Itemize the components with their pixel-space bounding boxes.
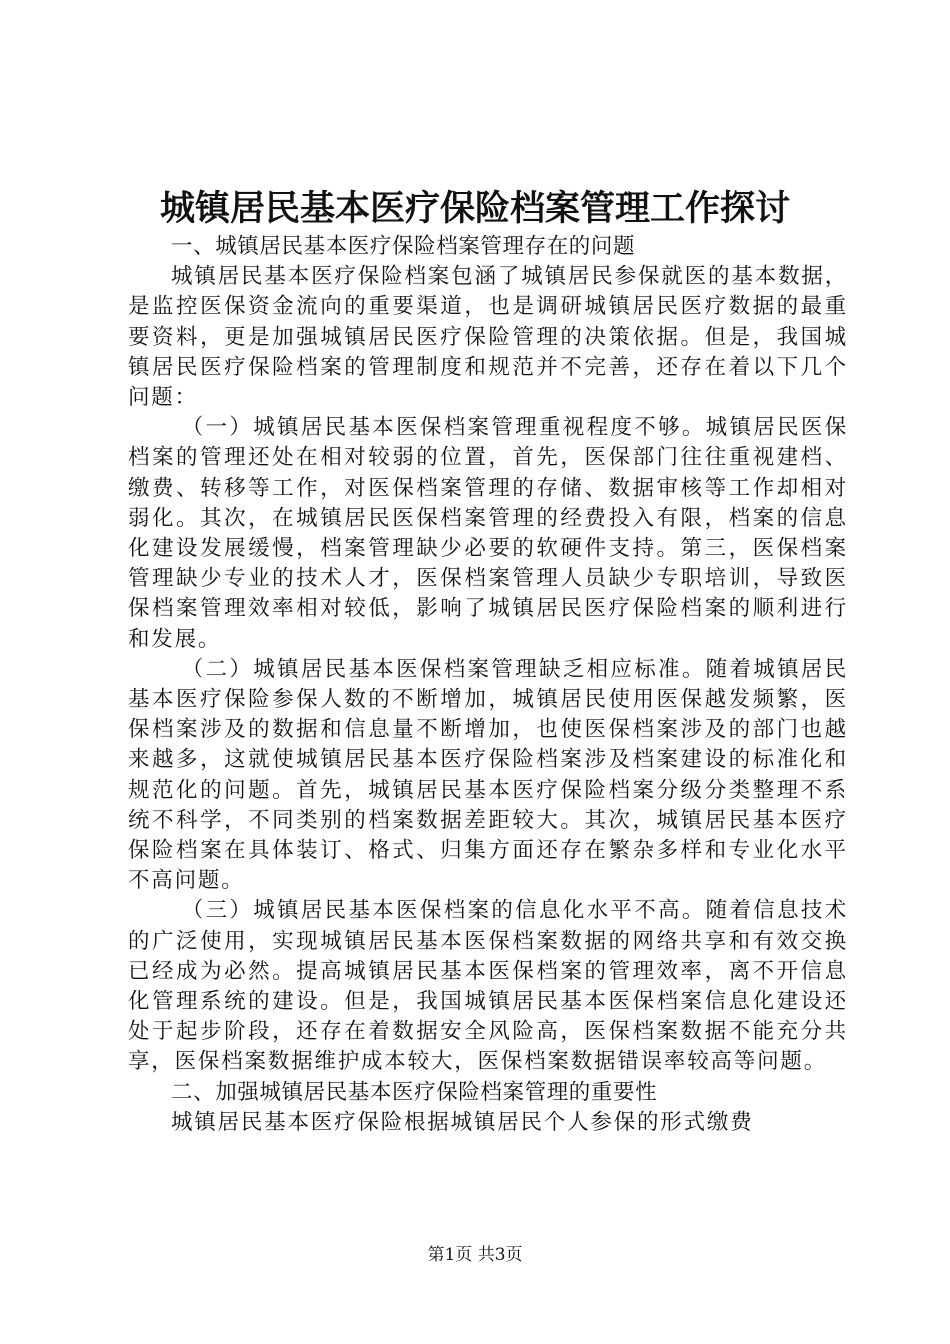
page-footer: 第1页 共3页 [427,1245,523,1265]
section-heading-1: 一、城镇居民基本医疗保险档案管理存在的问题 [171,234,636,259]
paragraph-issue-3: （三）城镇居民基本医保档案的信息化水平不高。随着信息技术的广泛使用，实现城镇居民基本医保档案数据的网络共享和有效交换已经成为必然。提高城镇居民基本医保档案的管理效率，离不开信息化管理系统的建设。但是，我国城镇居民基本医保档案信息化建设还处于起步阶段，还存在着数据安全风险高，医保档案数据不能充分共享，医保档案数据维护成本较大，医保档案数据错误率较高等问题。 [128,898,848,1075]
paragraph-importance: 城镇居民基本医疗保险根据城镇居民个人参保的形式缴费 [171,1109,754,1135]
paragraph-issue-1: （一）城镇居民基本医保档案管理重视程度不够。城镇居民医保档案的管理还处在相对较弱的位置，首先，医保部门往往重视建档、缴费、转移等工作，对医保档案管理的存储、数据审核等工作却相对弱化。其次，在城镇居民医保档案管理的经费投入有限，档案的信息化建设发展缓慢，档案管理缺少必要的软硬件支持。第三，医保档案管理缺少专业的技术人才，医保档案管理人员缺少专职培训，导致医保档案管理效率相对较低，影响了城镇居民医疗保险档案的顺利进行和发展。 [128,415,848,652]
document-body [128,232,848,1138]
paragraph-issue-2: （二）城镇居民基本医保档案管理缺乏相应标准。随着城镇居民基本医疗保险参保人数的不断增加，城镇居民使用医保越发频繁，医保档案涉及的数据和信息量不断增加，也使医保档案涉及的部门也越来越多，这就使城镇居民基本医疗保险档案涉及档案建设的标准化和规范化的问题。首先，城镇居民基本医疗保险档案分级分类整理不系统不科学，不同类别的档案数据差距较大。其次，城镇居民基本医疗保险档案在具体装订、格式、归集方面还存在繁杂多样和专业化水平不高问题。 [128,656,848,894]
paragraph-intro: 城镇居民基本医疗保险档案包涵了城镇居民参保就医的基本数据，是监控医保资金流向的重要渠道，也是调研城镇居民医疗数据的最重要资料，更是加强城镇居民医疗保险管理的决策依据。但是，我国城镇居民医疗保险档案的管理制度和规范并不完善，还存在着以下几个问题： [128,264,848,411]
section-heading-2: 二、加强城镇居民基本医疗保险档案管理的重要性 [171,1079,658,1105]
document-title: 城镇居民基本医疗保险档案管理工作探讨 [159,188,790,229]
